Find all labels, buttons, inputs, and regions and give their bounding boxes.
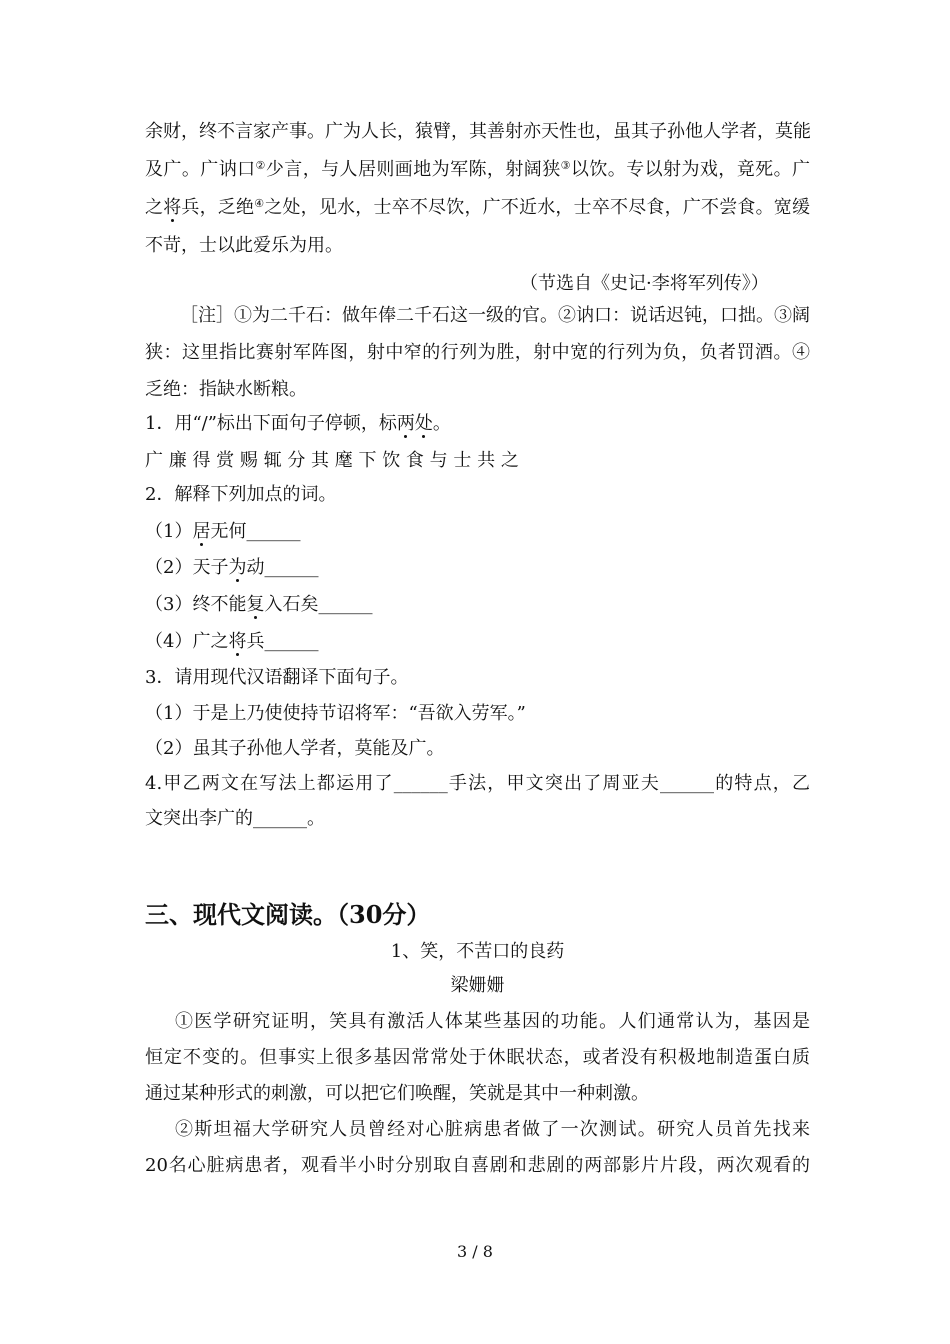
notes-line-3: 乏绝：指缺水断粮。 <box>145 379 307 400</box>
paragraph-2-line-1: ②斯坦福大学研究人员曾经对心脏病患者做了一次测试。研究人员首先找来 <box>175 1119 810 1140</box>
note-marker-2: ② <box>255 159 266 172</box>
article-title: 1、笑，不苦口的良药 <box>390 941 565 962</box>
question-4-line-1: 4.甲乙两文在写法上都运用了______手法，甲文突出了周亚夫______的特点，乙 <box>145 773 810 794</box>
dotted-char: 复 <box>246 594 265 615</box>
passage-line-3: 之将兵，乏绝④之处，见水，士卒不尽饮，广不近水，士卒不尽食，广不尝食。宽缓 <box>145 197 811 218</box>
passage-source: （节选自《史记·李将军列传》） <box>520 273 769 294</box>
question-2-item-4: （4）广之将兵______ <box>145 631 319 652</box>
question-1-sentence: 广 廉 得 赏 赐 辄 分 其 麾 下 饮 食 与 士 共 之 <box>145 450 519 471</box>
question-2-item-3: （3）终不能复入石矣______ <box>145 594 373 615</box>
question-1: 1．用“/”标出下面句子停顿，标两处。 <box>145 413 451 434</box>
question-2: 2．解释下列加点的词。 <box>145 484 337 505</box>
page-number: 3 / 8 <box>457 1242 493 1261</box>
dotted-char: 两 <box>396 413 415 434</box>
dotted-char: 将 <box>228 631 247 652</box>
question-3-item-1: （1）于是上乃使使持节诏将军：“吾欲入劳军。” <box>145 703 526 724</box>
question-4-line-2: 文突出李广的______。 <box>145 808 325 829</box>
paragraph-1-line-3: 通过某种形式的刺激，可以把它们唤醒，笑就是其中一种刺激。 <box>145 1083 649 1104</box>
note-marker-4: ④ <box>254 197 265 210</box>
question-2-item-2: （2）天子为动______ <box>145 557 319 578</box>
dotted-char: 居 <box>192 521 211 542</box>
paragraph-2-line-2: 20名心脏病患者，观看半小时分别取自喜剧和悲剧的两部影片片段，两次观看的 <box>145 1155 810 1176</box>
question-3-item-2: （2）虽其子孙他人学者，莫能及广。 <box>145 738 445 759</box>
article-author: 梁姗姗 <box>450 975 505 996</box>
notes-line-2: 狭：这里指比赛射军阵图，射中窄的行列为胜，射中宽的行列为负，负者罚酒。④ <box>145 342 810 363</box>
question-3: 3．请用现代汉语翻译下面句子。 <box>145 667 409 688</box>
question-2-item-1: （1）居无何______ <box>145 521 301 542</box>
passage-line-4: 不苛，士以此爱乐为用。 <box>145 235 343 256</box>
section-title: 三、现代文阅读。（30分） <box>145 900 431 929</box>
passage-line-2: 及广。广讷口②少言，与人居则画地为军陈，射阔狭③以饮。专以射为戏，竟死。广 <box>145 159 811 180</box>
dotted-char: 为 <box>228 557 247 578</box>
note-marker-3: ③ <box>560 159 571 172</box>
paragraph-1-line-1: ①医学研究证明，笑具有激活人体某些基因的功能。人们通常认为，基因是 <box>175 1011 810 1032</box>
dotted-char: 处 <box>414 413 433 434</box>
dotted-char: 将 <box>163 197 182 218</box>
paragraph-1-line-2: 恒定不变的。但事实上很多基因常常处于休眠状态，或者没有积极地制造蛋白质 <box>145 1047 810 1068</box>
passage-line-1: 余财，终不言家产事。广为人长，猿臂，其善射亦天性也，虽其子孙他人学者，莫能 <box>145 121 811 142</box>
notes-line-1: ［注］①为二千石：做年俸二千石这一级的官。②讷口：说话迟钝，口拙。③阔 <box>180 305 810 326</box>
